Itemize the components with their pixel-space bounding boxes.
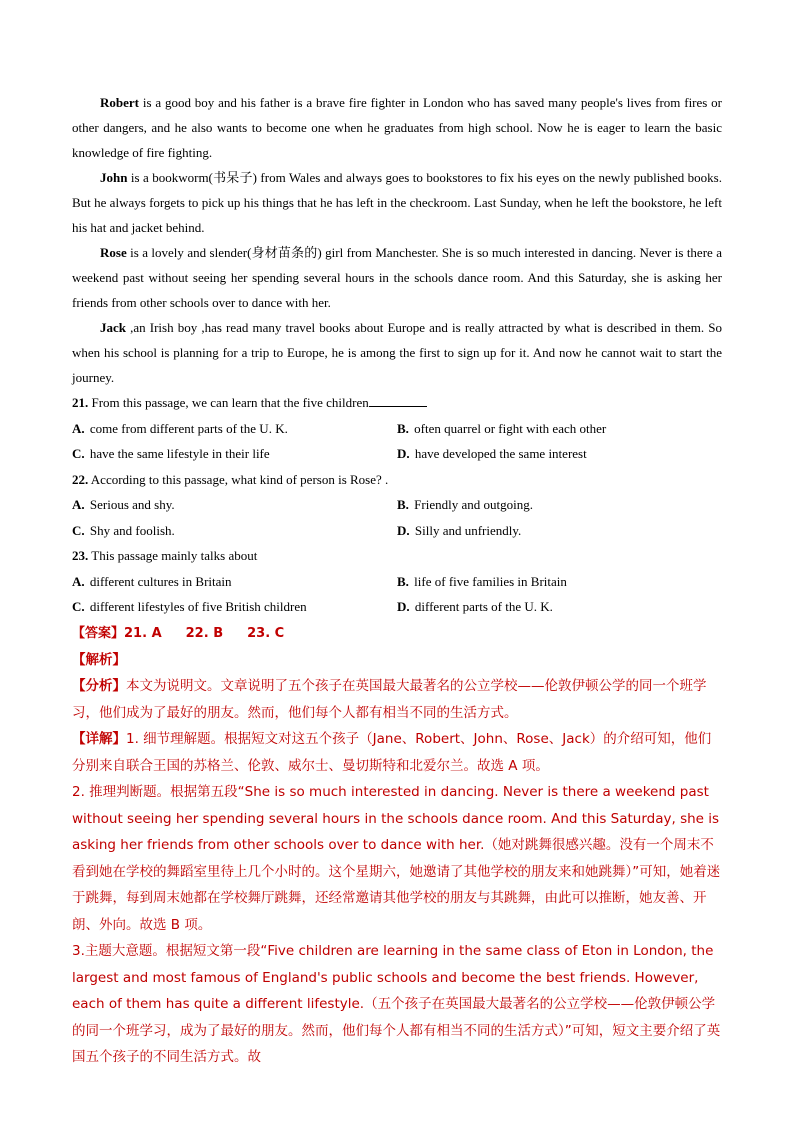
options-row <box>72 518 722 544</box>
option-a: A. different cultures in Britain <box>72 573 232 589</box>
paragraph-rose <box>72 240 722 315</box>
paragraph-text: is a good boy and his father is a brave fire fighter in London who has saved many people's lives from fires or other dangers, and he also wants to become one when he graduates from high school. Now he is eager to learn the basic knowledge of fire fighting. <box>72 95 722 160</box>
fenxi-text: 本文为说明文。文章说明了五个孩子在英国最大最著名的公立学校——伦敦伊顿公学的同一个班学习，他们成为了最好的朋友。然而，他们每个人都有相当不同的生活方式。 <box>72 678 707 721</box>
options-row <box>72 416 722 442</box>
paragraph-text: ,an Irish boy ,has read many travel books about Europe and is really attracted by what is described in them. So when his school is planning for a trip to Europe, he is among the first to sign up for it. And now he cannot wait to start the journey. <box>72 320 722 385</box>
paragraph-text: is a lovely and slender(身材苗条的) girl from Manchester. She is so much interested in dancing. Never is there a weekend past without seeing her spending several hours in the schools dance room. And this Saturday, she is asking her friends from other schools over to dance with her. <box>72 245 722 310</box>
document-page <box>72 90 722 1071</box>
xiangjie-label: 【详解】 <box>72 731 126 747</box>
option-b: B. often quarrel or fight with each other <box>397 420 607 436</box>
detail-2 <box>72 779 722 938</box>
answer-line <box>72 620 722 647</box>
options-row <box>72 492 722 518</box>
name-rose: Rose <box>100 245 127 260</box>
question-stem: From this passage, we can learn that the five children <box>88 395 369 410</box>
option-d: D. have developed the same interest <box>397 446 587 461</box>
detail-3 <box>72 938 722 1071</box>
question-stem: This passage mainly talks about <box>88 548 258 563</box>
option-b: B. Friendly and outgoing. <box>397 497 533 512</box>
question-23 <box>72 543 722 569</box>
option-a: A. come from different parts of the U. K. <box>72 420 288 436</box>
answer-22: 22. B <box>185 625 224 641</box>
paragraph-jack <box>72 315 722 390</box>
option-a: A. Serious and shy. <box>72 497 175 512</box>
option-d: D. different parts of the U. K. <box>397 599 553 614</box>
name-robert: Robert <box>100 95 139 110</box>
answer-21: 21. A <box>124 625 162 641</box>
paragraph-text: is a bookworm(书呆子) from Wales and always goes to bookstores to fix his eyes on the newly published books. But he always forgets to pick up his things that he has left in the checkroom. Last Sunday, when he left the bookstore, he left his hat and jacket behind. <box>72 170 722 235</box>
question-21 <box>72 390 722 416</box>
detail-text: 1. 细节理解题。根据短文对这五个孩子（Jane、Robert、John、Rose、Jack）的介绍可知，他们分别来自联合王国的苏格兰、伦敦、威尔士、曼切斯特和北爱尔兰。故选 A 项。 <box>72 731 712 774</box>
detail-text: 3.主题大意题。根据短文第一段“Five children are learning in the same class of Eton in London, the largest and most famous of England's public schools and become the best friends. However, each of them has quite a different lifestyle.（五个孩子在英国最大最著名的公立学校——伦敦伊顿公学的同一个班学习，成为了最好的朋友。然而，他们每个人都有相当不同的生活方式）”可知，短文主要介绍了英国五个孩子的不同生活方式。故 <box>72 943 721 1065</box>
question-number: 23. <box>72 548 89 563</box>
analysis-heading: 【解析】 <box>72 651 126 668</box>
option-c: C. different lifestyles of five British children <box>72 599 307 614</box>
option-c: C. Shy and foolish. <box>72 522 175 538</box>
name-jack: Jack <box>100 320 126 335</box>
answer-23: 23. C <box>247 625 285 641</box>
question-stem: According to this passage, what kind of person is Rose? . <box>88 471 389 487</box>
option-b: B. life of five families in Britain <box>397 573 567 589</box>
options-row <box>72 569 722 595</box>
paragraph-john <box>72 165 722 240</box>
option-d: D. Silly and unfriendly. <box>397 522 522 538</box>
answer-label: 【答案】 <box>72 625 125 641</box>
detail-1 <box>72 726 722 779</box>
name-john: John <box>100 170 128 185</box>
analysis-summary <box>72 673 722 726</box>
option-c: C. have the same lifestyle in their life <box>72 446 270 461</box>
paragraph-robert <box>72 90 722 165</box>
answer-blank <box>369 393 427 407</box>
fenxi-label: 【分析】 <box>72 678 126 694</box>
question-number: 21. <box>72 395 89 410</box>
options-row <box>72 594 722 620</box>
question-number: 22. <box>72 471 89 487</box>
options-row <box>72 441 722 467</box>
question-22 <box>72 467 722 493</box>
detail-text: 2. 推理判断题。根据第五段“She is so much interested in dancing. Never is there a weekend past without seeing her spending several hours in the schools dance room. And this Saturday, she is asking her friends from other schools over to dance with her.（她对跳舞很感兴趣。没有一个周末不看到她在学校的舞蹈室里待上几个小时的。这个星期六，她邀请了其他学校的朋友来和她跳舞）”可知，她着迷于跳舞，每到周末她都在学校舞厅跳舞，还经常邀请其他学校的朋友与其跳舞，由此可以推断，她友善、开朗、外向。故选 B 项。 <box>72 784 721 933</box>
